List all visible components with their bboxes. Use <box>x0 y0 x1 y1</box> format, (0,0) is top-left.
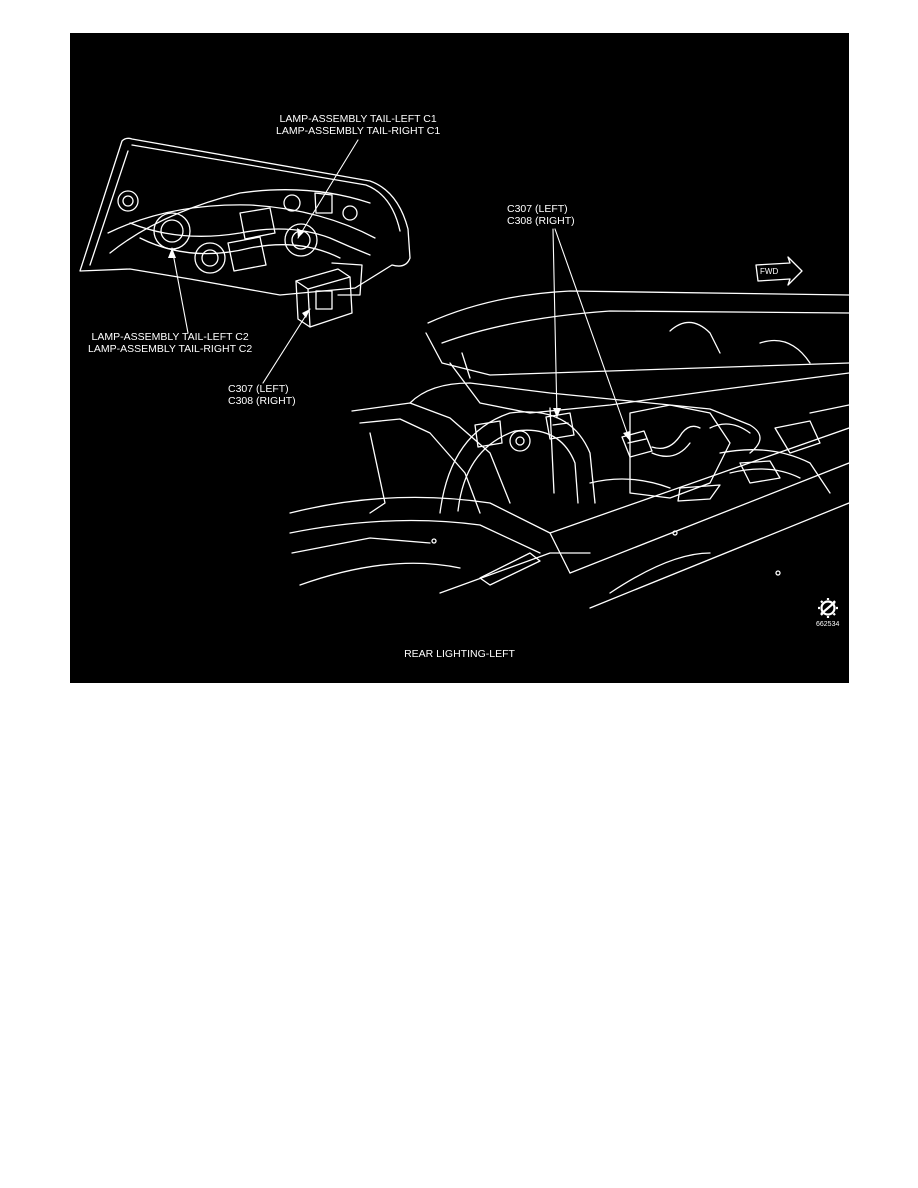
callout-line: LAMP-ASSEMBLY TAIL-LEFT C1 <box>279 113 437 125</box>
tail-lamp-assembly <box>80 138 410 327</box>
fwd-label: FWD <box>760 267 779 276</box>
figure-number: 662534 <box>816 621 840 628</box>
callout-line: C307 (LEFT) <box>228 383 289 395</box>
callout-connector-body <box>507 203 575 227</box>
callout-lamp-c2 <box>88 331 252 355</box>
callout-connector-lamp <box>228 383 296 407</box>
gear-logo-icon <box>818 598 838 618</box>
callout-line: LAMP-ASSEMBLY TAIL-RIGHT C1 <box>276 125 441 137</box>
figure-caption: REAR LIGHTING-LEFT <box>404 648 515 660</box>
callout-line: C307 (LEFT) <box>507 203 568 215</box>
vehicle-illustration <box>70 33 849 683</box>
callout-line: C308 (RIGHT) <box>507 215 575 227</box>
callout-line: LAMP-ASSEMBLY TAIL-RIGHT C2 <box>88 343 253 355</box>
body-structure <box>290 291 849 608</box>
diagram-panel <box>70 33 849 683</box>
callout-line: LAMP-ASSEMBLY TAIL-LEFT C2 <box>91 331 249 343</box>
callout-lamp-c1 <box>276 113 440 137</box>
callout-line: C308 (RIGHT) <box>228 395 296 407</box>
